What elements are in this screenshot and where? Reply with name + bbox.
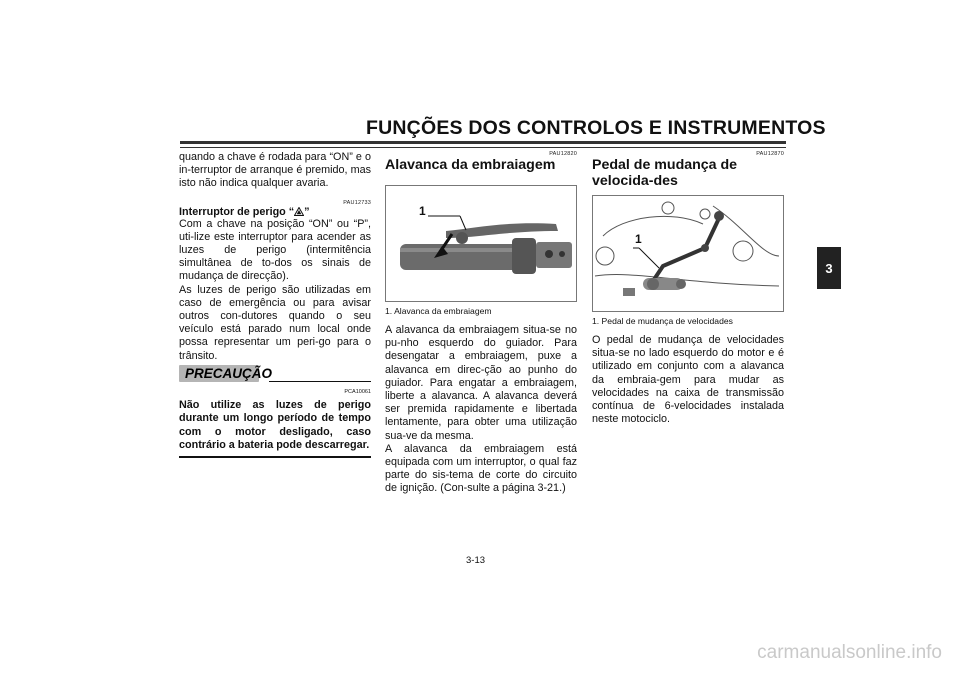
caution-end-rule — [179, 456, 371, 458]
watermark[interactable]: carmanualsonline.info — [757, 642, 942, 663]
page-number: 3-13 — [466, 555, 486, 566]
clutch-caption: 1. Alavanca da embraiagem — [385, 306, 492, 316]
hazard-paragraph-2: As luzes de perigo são utilizadas em caso de emergência ou para avisar outros con-dutores quando o seu veículo está parado num local onde possa representar um peri-go para o trânsito. — [179, 283, 371, 362]
figure-callout: 1 — [419, 204, 426, 218]
clutch-paragraph-2: A alavanca da embraiagem está equipada com um interruptor, o qual faz parte do sis-tema de corte do circuito de ignição. (Con-sulte a página 3-21.) — [385, 442, 577, 495]
shift-pedal-heading: Pedal de mudança de velocida-des — [592, 157, 738, 189]
caution-header — [179, 363, 371, 399]
header-rule-thick — [180, 141, 786, 144]
section-code: PAU12870 — [756, 151, 784, 157]
intro-paragraph: quando a chave é rodada para “ON” e o in-terruptor de arranque é premido, mas isto não indica qualquer avaria. — [179, 151, 371, 190]
clutch-lever-figure — [385, 185, 577, 302]
section-code: PAU12820 — [549, 151, 577, 157]
column-2 — [385, 151, 577, 496]
column-3 — [592, 151, 784, 426]
page-title: FUNÇÕES DOS CONTROLOS E INSTRUMENTOS — [366, 117, 826, 139]
figure-callout: 1 — [635, 232, 642, 246]
caution-badge: PRECAUÇÃO — [179, 365, 259, 382]
section-code: PAU12733 — [343, 199, 371, 206]
shift-pedal-figure — [592, 195, 784, 312]
shift-pedal-caption: 1. Pedal de mudança de velocidades — [592, 316, 733, 326]
clutch-heading: Alavanca da embraiagem — [385, 157, 556, 173]
shift-pedal-paragraph-1: O pedal de mudança de velocidades situa-se no lado esquerdo do motor e é utilizado em conjunto com a alavanca da embraia-gem para mudar as velocidades na caixa de transmissão contínua de 6-velocidades instalada neste motociclo. — [592, 334, 784, 426]
shift-pedal-illustration — [593, 196, 783, 311]
hazard-paragraph-1: Com a chave na posição “ON” ou “P”, uti-lize este interruptor para acender as luzes de perigo (intermitência simultânea de to-dos os sinais de mudança de direcção). — [179, 217, 371, 283]
hazard-subheading: Interruptor de perigo “ ” — [179, 205, 310, 218]
caution-rule — [269, 381, 371, 382]
clutch-paragraph-1: A alavanca da embraiagem situa-se no pu-nho esquerdo do guiador. Para desengatar a embraiagem, puxe a alavanca em direc-ção ao punho do guiador. Para engatar a embraiagem, liberte a alavanca. A alavanca deverá ser premida rapidamente e libertada lentamente, para obter uma utilização sua-ve da mesma. — [385, 324, 577, 442]
chapter-tab[interactable]: 3 — [817, 247, 841, 289]
caution-text: Não utilize as luzes de perigo durante um longo período de tempo com o motor desligado, caso contrário a bateria pode descarregar. — [179, 398, 371, 452]
clutch-lever-illustration — [386, 186, 576, 301]
column-1 — [179, 151, 371, 458]
header-rule-thin — [180, 147, 786, 148]
hazard-triangle-icon — [294, 207, 304, 216]
caution-code: PCA10061 — [344, 388, 371, 395]
